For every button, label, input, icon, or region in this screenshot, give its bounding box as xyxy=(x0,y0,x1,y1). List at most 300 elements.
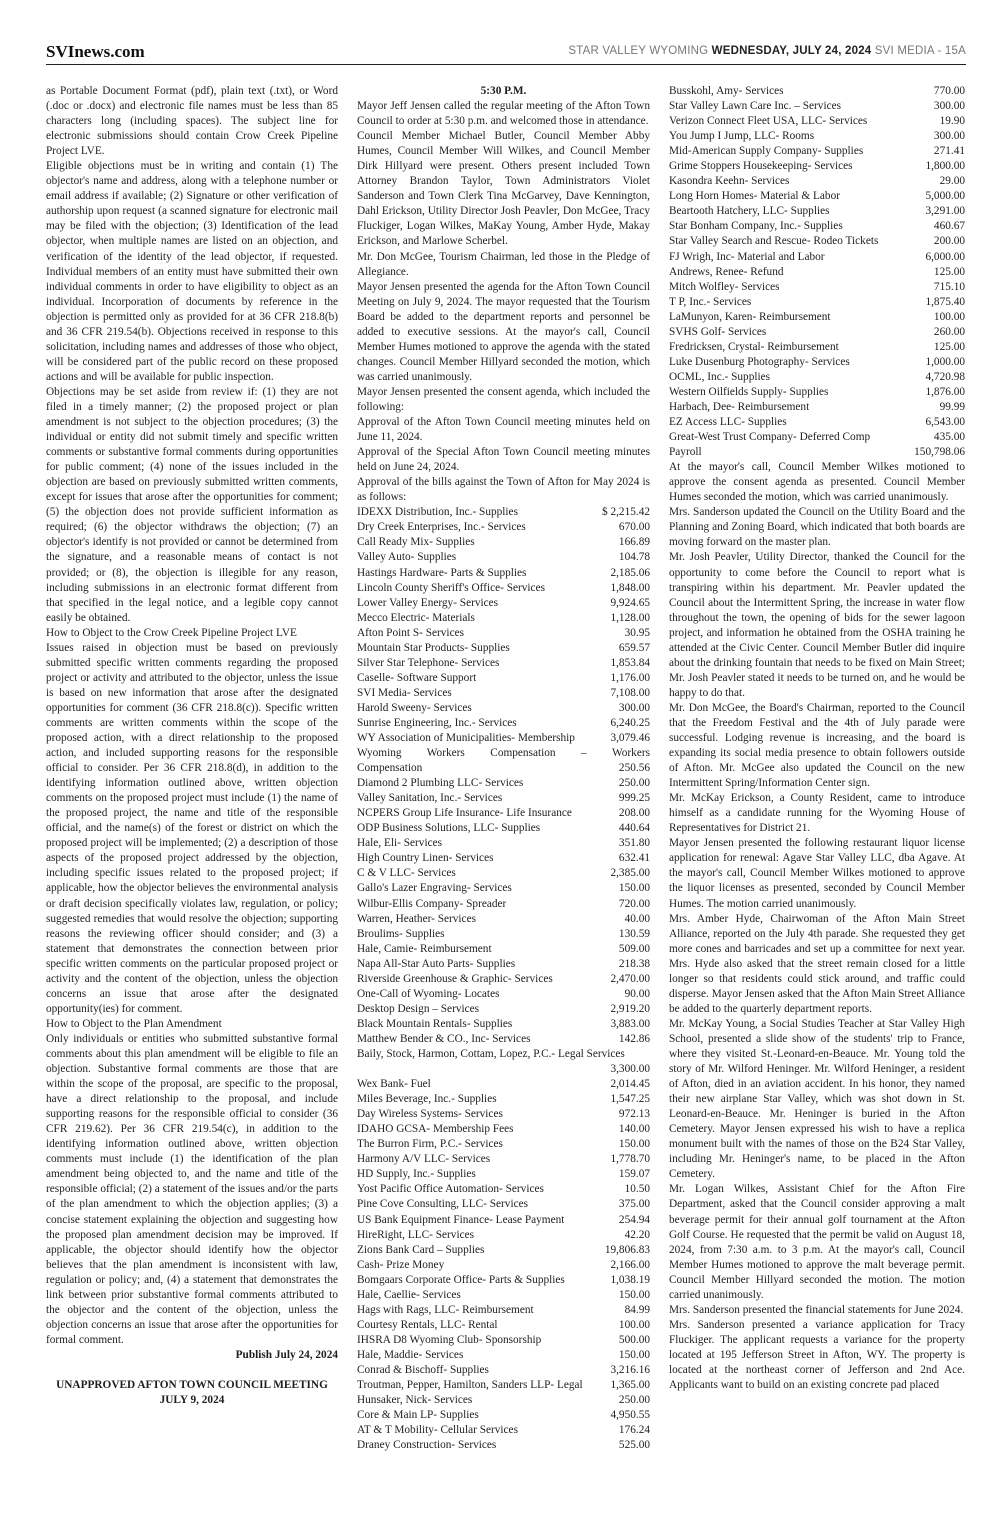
dateline xyxy=(568,45,966,57)
bill-amount: 10.50 xyxy=(624,1183,650,1196)
bill-row xyxy=(357,1363,650,1378)
bill-name: Great-West Trust Company- Deferred Comp xyxy=(669,431,871,444)
bill-row xyxy=(357,912,650,927)
bill-name: FJ Wrigh, Inc- Material and Labor xyxy=(669,250,825,263)
bill-row xyxy=(357,942,650,957)
bill-row xyxy=(357,686,650,701)
bill-amount: 250.00 xyxy=(618,777,650,790)
bill-row xyxy=(357,957,650,972)
col3-paragraph: Mr. Josh Peavler, Utility Director, thanked the Council for the opportunity to come before the Council to report what is transpiring within his department. Mr. Peavler updated the Council about the Intermittent Spring, the increase in water flow throughout the town, the opening of bids for the sewer lagoon project, and information he obtained from the OSHA training he attended at the Civic Center. Council Member Butler did inquire about the drinking fountain that needs to be fixed on Main Street; Mr. Josh Peavler stated it needs to be turned on, and he would be happy to do that. xyxy=(669,551,965,699)
bill-name: Lincoln County Sheriff's Office- Services xyxy=(357,581,545,594)
bill-row xyxy=(357,1333,650,1348)
bill-name: WY Association of Municipalities- Membership xyxy=(357,732,575,745)
col3-paragraph: Mrs. Sanderson updated the Council on the Utility Board and the Planning and Zoning Board, which indicated that both boards are moving forward on the master plan. xyxy=(669,506,965,549)
col3-paragraph: Mrs. Sanderson presented the financial statements for June 2024. xyxy=(669,1303,964,1316)
bill-row xyxy=(357,596,650,611)
bill-row xyxy=(357,1032,650,1047)
bill-name: Star Bonham Company, Inc.- Supplies xyxy=(669,220,843,233)
col2-paragraph: Council Member Michael Butler, Council Member Abby Humes, Council Member Will Wilkes, and Council Member Dirk Hillyard were present. Others present included Town Attorney Brandon Taylor, Town Administrators Violet Sanderson and Town Clerk Tina McGarvey, Dave Kennington, Dahl Erickson, Utility Director Josh Peavler, Don McGee, Tracy Fluckiger, Logan Wilkes, MaKay Young, Amber Hyde, Makay Erickson, and Marlowe Scherbel. xyxy=(357,130,650,248)
bill-amount: 125.00 xyxy=(933,340,965,353)
bill-name: Harold Sweeny- Services xyxy=(357,701,472,714)
bill-name: One-Call of Wyoming- Locates xyxy=(357,987,500,1000)
bill-amount: 19,806.83 xyxy=(604,1243,650,1256)
bill-row xyxy=(357,821,650,836)
bill-amount: 42.20 xyxy=(624,1228,650,1241)
bill-amount: 632.41 xyxy=(618,852,650,865)
bill-name: Compensation xyxy=(357,762,423,775)
bill-row xyxy=(669,445,965,460)
bills-list-b xyxy=(357,761,650,1047)
bill-amount: 1,128.00 xyxy=(610,611,650,624)
bill-amount: 40.00 xyxy=(624,912,650,925)
bill-name-wrapped: Baily, Stock, Harmon, Cottam, Lopez, P.C.- Legal Services xyxy=(357,1048,625,1060)
bill-amount: 130.59 xyxy=(618,927,650,940)
bill-amount: 30.95 xyxy=(624,626,650,639)
bill-amount: 2,185.06 xyxy=(610,566,650,579)
bill-name: ODP Business Solutions, LLC- Supplies xyxy=(357,822,541,835)
bill-name: Conrad & Bischoff- Supplies xyxy=(357,1363,489,1376)
bill-amount: 440.64 xyxy=(618,822,650,835)
bill-name: Western Oilfields Supply- Supplies xyxy=(669,385,829,398)
bill-name: Sunrise Engineering, Inc.- Services xyxy=(357,716,517,729)
bill-row xyxy=(357,851,650,866)
bill-name: Dry Creek Enterprises, Inc.- Services xyxy=(357,521,526,534)
bill-name: IHSRA D8 Wyoming Club- Sponsorship xyxy=(357,1333,542,1346)
bill-row xyxy=(357,1167,650,1182)
bills-list-d xyxy=(669,84,965,460)
bill-name: Afton Point S- Services xyxy=(357,626,465,639)
bill-amount: 3,079.46 xyxy=(610,732,650,745)
bill-row xyxy=(357,1438,650,1453)
bill-name: Long Horn Homes- Material & Labor xyxy=(669,190,840,203)
col2-paragraph: Mayor Jensen presented the consent agenda, which included the following: xyxy=(357,385,650,413)
bill-amount: 999.25 xyxy=(618,792,650,805)
bill-amount: 2,166.00 xyxy=(610,1258,650,1271)
site-name: SVInews.com xyxy=(46,42,145,61)
bill-name: T P, Inc.- Services xyxy=(669,295,752,308)
bill-amount: 351.80 xyxy=(618,837,650,850)
bill-amount: 460.67 xyxy=(933,220,965,233)
bill-row xyxy=(357,626,650,641)
bill-name: US Bank Equipment Finance- Lease Payment xyxy=(357,1213,565,1226)
bill-name: Kasondra Keehn- Services xyxy=(669,175,790,188)
bill-row xyxy=(669,430,965,445)
col1-paragraph: Only individuals or entities who submitted substantive formal comments about this plan amendment will be eligible to file an objection. Substantive formal comments are those that are within the scope of the proposal, are specific to the proposal, have a direct relationship to the proposal, and include supporting reasons for the responsible official to consider (36 CFR 219.62). Per 36 CFR 219.54(c), in addition to the identifying information outlined above, written objection comments must include (1) the identification of the plan amendment being objected to, and the name and title of the responsible official; (2) a statement of the issues and/or the parts of the plan amendment to which the objection applies; (3) a concise statement explaining the objection and suggesting how the proposed plan amendment decision may be improved. If applicable, the objector should identify how the objector believes that the plan amendment is inconsistent with law, regulation or policy; and, (4) a statement that demonstrates the link between prior substantive formal comments attributed to the objector and the content of the objection, unless the objection concerns an issue that arose after the opportunities for formal comment. xyxy=(46,1032,338,1346)
bill-name: Mecco Electric- Materials xyxy=(357,611,475,624)
bill-name: NCPERS Group Life Insurance- Life Insurance xyxy=(357,807,572,820)
publish-date: Publish July 24, 2024 xyxy=(235,1348,338,1361)
bill-amount: 3,300.00 xyxy=(610,1063,650,1076)
bill-row xyxy=(357,1137,650,1152)
bill-amount: 509.00 xyxy=(618,942,650,955)
bill-name: Lower Valley Energy- Services xyxy=(357,596,499,609)
bill-amount: 375.00 xyxy=(618,1198,650,1211)
col1-paragraph: Eligible objections must be in writing and contain (1) The objector's name and address, along with a telephone number or email address if available; (2) Signature or other verification of authorship upon request (a scanned signature for electronic mail may be filed with the objection; (3) Identification of the lead objector, when multiple names are listed on an objection, and verification of the identity of the lead objector, if requested. Individual members of an entity must have submitted their own individual comments in order to have eligibility to object as an individual. Incorporation of documents by reference in the objection is permitted only as provided for at 36 CFR 218.8(b) and 36 CFR 219.54(b). Objections received in response to this solicitation, including names and addresses of those who object, will be considered part of the public record on these proposed actions and will be available for public inspection. xyxy=(46,160,338,383)
bill-amount: 3,291.00 xyxy=(925,205,965,218)
col1-paragraph: as Portable Document Format (pdf), plain text (.txt), or Word (.doc or .docx) and electronic file names must be less than 85 characters long (including spaces). The subject line for electronic submissions should contain Crow Creek Pipeline Project LVE. xyxy=(46,85,338,158)
bill-row xyxy=(357,520,650,535)
bill-name: Matthew Bender & CO., Inc- Services xyxy=(357,1032,531,1045)
bill-amount: 150.00 xyxy=(618,1348,650,1361)
bill-amount: 435.00 xyxy=(933,431,965,444)
bill-amount: 1,176.00 xyxy=(610,671,650,684)
bill-name: Desktop Design – Services xyxy=(357,1002,480,1015)
bill-amount: 1,000.00 xyxy=(925,355,965,368)
bill-row xyxy=(357,972,650,987)
bill-name: Beartooth Hatchery, LLC- Supplies xyxy=(669,205,830,218)
bill-amount: 250.56 xyxy=(618,762,650,775)
bill-name: LaMunyon, Karen- Reimbursement xyxy=(669,310,831,323)
bill-amount: 1,875.40 xyxy=(925,295,965,308)
bill-name: Riverside Greenhouse & Graphic- Services xyxy=(357,972,553,985)
bill-amount: 159.07 xyxy=(618,1168,650,1181)
bill-name: Valley Auto- Supplies xyxy=(357,551,457,564)
bill-name: Wex Bank- Fuel xyxy=(357,1078,431,1091)
col2-paragraph: Mayor Jensen presented the agenda for the Afton Town Council Meeting on July 9, 2024. The mayor requested that the Tourism Board be added to the department reports and personnel be added to executive sessions. At the mayor's call, Council Member Humes motioned to approve the agenda with the stated changes. Council Member Hillyard seconded the motion, which was carried unanimously. xyxy=(357,280,650,383)
bill-amount: 125.00 xyxy=(933,265,965,278)
col2-paragraph: Approval of the Afton Town Council meeting minutes held on June 11, 2024. xyxy=(357,416,650,444)
bill-amount: 670.00 xyxy=(618,521,650,534)
bill-name: Call Ready Mix- Supplies xyxy=(357,536,475,549)
bill-row xyxy=(357,1408,650,1423)
col3-paragraph: Mrs. Amber Hyde, Chairwoman of the Afton Main Street Alliance, reported on the July 4th parade. She requested they get more cones and barricades and set up a committee for next year. Mrs. Hyde also asked that the street remain closed for a little longer so that residents could stick around, and traffic could disperse. Mayor Jensen asked that the Afton Main Street Alliance be added to the quarterly department reports. xyxy=(669,912,965,1015)
bill-name: Pine Cove Consulting, LLC- Services xyxy=(357,1198,529,1211)
bill-amount: 150,798.06 xyxy=(914,446,965,459)
bill-amount: 300.00 xyxy=(618,701,650,714)
bill-amount: 100.00 xyxy=(618,1318,650,1331)
col3-paragraph: Mr. Logan Wilkes, Assistant Chief for the Afton Fire Department, asked that the Council consider approving a malt beverage permit for their annual golf tournament at the Afton Golf Course. He requested that the permit be valid on August 18, 2024, from 7:30 a.m. to 3 p.m. At the mayor's call, Council Member Humes motioned to approve the malt beverage permit. Council Member Hillyard seconded the motion. The motion carried unanimously. xyxy=(669,1183,965,1301)
bill-name: Napa All-Star Auto Parts- Supplies xyxy=(357,957,516,970)
bill-row xyxy=(357,641,650,656)
bill-name: Gallo's Lazer Engraving- Services xyxy=(357,882,512,895)
bill-row xyxy=(669,159,965,174)
bill-row xyxy=(357,897,650,912)
bill-amount: 972.13 xyxy=(618,1108,650,1121)
bill-amount: 90.00 xyxy=(624,987,650,1000)
col2-paragraph: Approval of the Special Afton Town Council meeting minutes held on June 24, 2024. xyxy=(357,446,650,474)
bill-row xyxy=(669,355,965,370)
col3-paragraph: Mr. McKay Young, a Social Studies Teacher at Star Valley High School, presented a slide show of the students' trip to France, where they visited St.-Leonard-en-Beauce. Mr. Young told the story of Mr. Wilford Heninger. Mr. Wilford Heninger, a resident of Afton, died in an aviation accident. In his honor, they named their new airplane Star Valley, which was shot down in St. Leonard-en-Beauce. Mr. Heninger is buried in the Afton Cemetery. Mayor Jensen expressed his wish to have a replica monument built with the names of those on the B24 Star Valley, including Mr. Heninger's name, to be placed in the Afton Cemetery. xyxy=(669,1017,965,1181)
bill-row xyxy=(357,535,650,550)
bill-row xyxy=(669,400,965,415)
col1-subheading: How to Object to the Plan Amendment xyxy=(46,1017,222,1030)
bill-row xyxy=(357,1182,650,1197)
bill-row xyxy=(669,189,965,204)
bill-row xyxy=(357,1318,650,1333)
bill-name: IDAHO GCSA- Membership Fees xyxy=(357,1123,514,1136)
bill-row xyxy=(357,1002,650,1017)
bill-amount: 150.00 xyxy=(618,882,650,895)
col3-paragraph: Mr. McKay Erickson, a County Resident, came to introduce himself as a candidate running for the Wyoming House of Representatives for District 21. xyxy=(669,792,965,835)
bill-row xyxy=(669,114,965,129)
bill-name: Hale, Caellie- Services xyxy=(357,1288,461,1301)
bill-name: Star Valley Search and Rescue- Rodeo Tickets xyxy=(669,235,879,248)
bill-row xyxy=(669,219,965,234)
bill-amount: 140.00 xyxy=(618,1123,650,1136)
col3-paragraph: Mr. Don McGee, the Board's Chairman, reported to the Council that the Freedom Festival and the 4th of July parade were successful. Lodging revenue is increasing, and the board is expanding its social media presence to obtain followers outside of Afton. Mr. McGee also updated the Council on the new Intermittent Spring/Information Center sign. xyxy=(669,701,965,790)
bill-name: Courtesy Rentals, LLC- Rental xyxy=(357,1318,498,1331)
bill-amount: 525.00 xyxy=(618,1439,650,1452)
col3-paragraph: At the mayor's call, Council Member Wilkes motioned to approve the consent agenda as presented. Council Member Humes seconded the motion, which was carried unanimously. xyxy=(669,461,965,504)
bill-amount: 104.78 xyxy=(618,551,650,564)
bill-amount: 5,000.00 xyxy=(925,190,965,203)
bill-name: Mid-American Supply Company- Supplies xyxy=(669,145,864,158)
bill-name: High Country Linen- Services xyxy=(357,852,494,865)
bill-row xyxy=(669,250,965,265)
bill-name: Core & Main LP- Supplies xyxy=(357,1409,479,1422)
bill-amount: 200.00 xyxy=(933,235,965,248)
bill-row xyxy=(669,129,965,144)
bill-amount: 9,924.65 xyxy=(610,596,650,609)
bill-amount: 99.99 xyxy=(939,400,965,413)
bill-name: IDEXX Distribution, Inc.- Supplies xyxy=(357,506,518,519)
bill-row xyxy=(357,716,650,731)
bill-amount: 6,240.25 xyxy=(610,716,650,729)
bill-amount: 2,470.00 xyxy=(610,972,650,985)
bill-amount: 2,014.45 xyxy=(610,1078,650,1091)
bill-amount: 260.00 xyxy=(933,325,965,338)
bill-row xyxy=(669,99,965,114)
bill-name: Harmony A/V LLC- Services xyxy=(357,1153,491,1166)
bill-name: AT & T Mobility- Cellular Services xyxy=(357,1424,518,1437)
bill-amount: 720.00 xyxy=(618,897,650,910)
col3-paragraph: Mrs. Sanderson presented a variance application for Tracy Fluckiger. The applicant requests a variance for the property located at 195 Jefferson Street in Afton, WY. The property is located at the northeast corner of Jefferson and 2nd Ace. Applicants want to build on an existing concrete pad placed xyxy=(669,1318,965,1392)
bill-name: Caselle- Software Support xyxy=(357,671,477,684)
col2-paragraph: Mayor Jeff Jensen called the regular meeting of the Afton Town Council to order at 5:30 p.m. and welcomed those in attendance. xyxy=(357,100,650,128)
bill-name: HireRight, LLC- Services xyxy=(357,1228,475,1241)
dateline-date: WEDNESDAY, JULY 24, 2024 xyxy=(711,45,872,57)
bill-name-wrapped: Wyoming Workers Compensation – Workers xyxy=(357,747,650,760)
bill-amount: 4,950.55 xyxy=(610,1409,650,1422)
bill-amount: 176.24 xyxy=(618,1424,650,1437)
bill-name: Fredricksen, Crystal- Reimbursement xyxy=(669,340,839,353)
bill-row xyxy=(357,1107,650,1122)
bill-row xyxy=(357,866,650,881)
bill-row xyxy=(357,1017,650,1032)
bill-name: Miles Beverage, Inc.- Supplies xyxy=(357,1093,497,1106)
bill-name: Bomgaars Corporate Office- Parts & Supplies xyxy=(357,1273,565,1286)
bill-name: Zions Bank Card – Supplies xyxy=(357,1243,485,1256)
bill-amount: 7,108.00 xyxy=(610,686,650,699)
bill-row xyxy=(357,611,650,626)
bill-name: Hale, Camie- Reimbursement xyxy=(357,942,492,955)
bill-amount: 218.38 xyxy=(618,957,650,970)
bill-amount: 1,800.00 xyxy=(925,160,965,173)
bill-row xyxy=(357,1122,650,1137)
bill-amount: 6,543.00 xyxy=(925,416,965,429)
bill-row xyxy=(669,204,965,219)
bill-name: Busskohl, Amy- Services xyxy=(669,85,784,97)
bill-row xyxy=(357,505,650,520)
col1-subheading: How to Object to the Crow Creek Pipeline Project LVE xyxy=(46,626,297,639)
bill-amount: 659.57 xyxy=(618,641,650,654)
bill-row xyxy=(357,1303,650,1318)
bill-amount: 1,547.25 xyxy=(610,1093,650,1106)
bill-name: SVI Media- Services xyxy=(357,686,452,699)
bill-row xyxy=(669,415,965,430)
bill-row xyxy=(357,1423,650,1438)
bill-amount: 1,848.00 xyxy=(610,581,650,594)
bill-amount: 2,385.00 xyxy=(610,867,650,880)
bill-name: Warren, Heather- Services xyxy=(357,912,476,925)
column-1 xyxy=(46,84,338,1408)
bill-row xyxy=(669,370,965,385)
col1-paragraph: Issues raised in objection must be based on previously submitted specific written comments regarding the proposed project or activity and attributed to the objector, unless the issue is based on new information that arose after the designated opportunities for comment (36 CFR 218.8(c)). Specific written comments are written comments within the scope of the proposed action, with a direct relationship to the proposed action, and included supporting reasons for the responsible official to consider. Per 36 CFR 218.8(d), in addition to the identifying information outlined above, written objection comments on the proposed project must include (1) the name of the proposed project, the name and title of the responsible official, and the name(s) of the forest or district on which the proposed project will be implemented; (2) a description of those aspects of the proposed project addressed by the objection, including specific issues related to the proposed project; if applicable, how the objector believes the environmental analysis or draft decision specifically violates law, regulation, or policy; suggested remedies that would resolve the objection; supporting reasons the reviewing officer should consider; and (3) a statement that demonstrates the connection between prior specific written comments on the particular proposed project or activity and the content of the objection, unless the objection concerns an issue that arose after the designated opportunity(ies) for comment. xyxy=(46,641,338,1015)
bill-amount: 250.00 xyxy=(618,1394,650,1407)
bill-amount: 3,216.16 xyxy=(610,1363,650,1376)
bill-amount: 715.10 xyxy=(933,280,965,293)
bill-row xyxy=(357,566,650,581)
bill-name: Harbach, Dee- Reimbursement xyxy=(669,400,810,413)
bill-amount: 3,883.00 xyxy=(610,1017,650,1030)
bill-amount: 150.00 xyxy=(618,1288,650,1301)
bill-amount: 4,720.98 xyxy=(925,370,965,383)
bill-name: OCML, Inc.- Supplies xyxy=(669,370,771,383)
dateline-page: SVI MEDIA - 15A xyxy=(874,45,966,57)
bill-row xyxy=(357,776,650,791)
bill-row xyxy=(669,340,965,355)
bill-amount: 208.00 xyxy=(618,807,650,820)
bill-name: Hunsaker, Nick- Services xyxy=(357,1394,473,1407)
bill-name: Troutman, Pepper, Hamilton, Sanders LLP- Legal xyxy=(357,1379,583,1392)
bill-row xyxy=(357,1152,650,1167)
bill-row xyxy=(669,84,965,99)
bill-name: Yost Pacific Office Automation- Services xyxy=(357,1183,544,1196)
bill-name: Silver Star Telephone- Services xyxy=(357,656,500,669)
bill-amount: 1,876.00 xyxy=(925,385,965,398)
bill-row xyxy=(357,701,650,716)
bill-row xyxy=(669,174,965,189)
page-header xyxy=(46,40,966,65)
bill-amount: $ 2,215.42 xyxy=(601,506,650,519)
bill-name: Mitch Wolfley- Services xyxy=(669,280,780,293)
bill-name: Cash- Prize Money xyxy=(357,1258,445,1271)
bill-row xyxy=(357,791,650,806)
bill-name: Draney Construction- Services xyxy=(357,1439,497,1452)
bill-amount: 2,919.20 xyxy=(610,1002,650,1015)
bill-amount: 100.00 xyxy=(933,310,965,323)
bill-row xyxy=(357,1273,650,1288)
bill-name: You Jump I Jump, LLC- Rooms xyxy=(669,130,815,143)
bill-amount: 1,853.84 xyxy=(610,656,650,669)
bill-row xyxy=(357,806,650,821)
bill-row xyxy=(357,1228,650,1243)
bill-name: Diamond 2 Plumbing LLC- Services xyxy=(357,777,524,790)
bill-row xyxy=(357,761,650,776)
bill-amount: 1,038.19 xyxy=(610,1273,650,1286)
bill-name: SVHS Golf- Services xyxy=(669,325,767,338)
meeting-time: 5:30 P.M. xyxy=(480,85,527,97)
col2-paragraph: Approval of the bills against the Town of Afton for May 2024 is as follows: xyxy=(357,476,650,504)
col2-paragraph: Mr. Don McGee, Tourism Chairman, led those in the Pledge of Allegiance. xyxy=(357,250,650,278)
bill-name: Hale, Maddie- Services xyxy=(357,1348,464,1361)
bill-name: Black Mountain Rentals- Supplies xyxy=(357,1017,513,1030)
bill-amount: 300.00 xyxy=(933,100,965,113)
col3-paragraph: Mayor Jensen presented the following restaurant liquor license application for renewal: Agave Star Valley LLC, dba Agave. At the mayor's call, Council Member Wilkes motioned to approve the liquor licenses as presented, seconded by Council Member Humes. The motion carried unanimously. xyxy=(669,837,965,910)
bill-row xyxy=(669,295,965,310)
bill-name: Wilbur-Ellis Company- Spreader xyxy=(357,897,507,910)
bill-amount: 29.00 xyxy=(939,175,965,188)
bill-row xyxy=(357,731,650,746)
bill-row xyxy=(357,987,650,1002)
bill-row xyxy=(669,385,965,400)
dateline-location: STAR VALLEY WYOMING xyxy=(568,45,709,57)
bill-name: Valley Sanitation, Inc.- Services xyxy=(357,792,503,805)
bill-name: Payroll xyxy=(669,446,702,459)
bill-row xyxy=(357,1077,650,1092)
bill-row xyxy=(669,265,965,280)
bill-row xyxy=(357,550,650,565)
bill-row xyxy=(357,927,650,942)
bill-row xyxy=(357,1197,650,1212)
column-2 xyxy=(357,84,650,1453)
bill-row xyxy=(357,656,650,671)
bill-amount: 300.00 xyxy=(933,130,965,143)
bill-amount: 254.94 xyxy=(618,1213,650,1226)
bill-amount: 1,365.00 xyxy=(610,1379,650,1392)
bill-name: Andrews, Renee- Refund xyxy=(669,265,784,278)
bill-name: EZ Access LLC- Supplies xyxy=(669,416,787,429)
bill-amount: 500.00 xyxy=(618,1333,650,1346)
bill-amount: 84.99 xyxy=(624,1303,650,1316)
meeting-heading: UNAPPROVED AFTON TOWN COUNCIL MEETING JULY 9, 2024 xyxy=(56,1378,328,1407)
bill-row xyxy=(357,1092,650,1107)
column-3 xyxy=(669,84,965,1393)
bill-amount: 770.00 xyxy=(933,85,965,97)
bill-amount: 19.90 xyxy=(939,115,965,128)
bill-row xyxy=(669,325,965,340)
bill-name: C & V LLC- Services xyxy=(357,867,456,880)
bill-amount: 150.00 xyxy=(618,1138,650,1151)
bill-row xyxy=(357,581,650,596)
bill-row xyxy=(357,881,650,896)
bill-row xyxy=(357,1378,650,1393)
bill-name: HD Supply, Inc.- Supplies xyxy=(357,1168,476,1181)
bill-name: Luke Dusenburg Photography- Services xyxy=(669,355,850,368)
bill-amount: 1,778.70 xyxy=(610,1153,650,1166)
bill-name: Hastings Hardware- Parts & Supplies xyxy=(357,566,527,579)
bill-name: Mountain Star Products- Supplies xyxy=(357,641,510,654)
bill-row xyxy=(669,144,965,159)
bills-list-c xyxy=(357,1077,650,1453)
bill-row xyxy=(357,1213,650,1228)
bill-row xyxy=(669,310,965,325)
bill-name: Grime Stoppers Housekeeping- Services xyxy=(669,160,853,173)
bill-name: Hags with Rags, LLC- Reimbursement xyxy=(357,1303,534,1316)
bills-list-a xyxy=(357,505,650,746)
bill-row xyxy=(357,1258,650,1273)
bill-name: Hale, Eli- Services xyxy=(357,837,443,850)
bill-row xyxy=(357,1393,650,1408)
bill-row xyxy=(669,280,965,295)
bill-row xyxy=(669,234,965,249)
bill-name: Verizon Connect Fleet USA, LLC- Services xyxy=(669,115,868,128)
bill-name: Broulims- Supplies xyxy=(357,927,445,940)
bill-row xyxy=(357,1243,650,1258)
col1-paragraph: Objections may be set aside from review if: (1) they are not filed in a timely manner; (2) the proposed project or plan amendment is not subject to the objection procedures; (3) the individual or entity did not submit timely and specific written comments or substantive formal comments during opportunities for public comment; (4) none of the issues included in the objection are based on previously submitted written comments, except for issues that arose after the opportunities for comment; (5) the objection does not provide sufficient information as required; (6) the objector withdraws the objection; (7) an objector's identify is not provided or cannot be determined from the signature, and a reasonable means of contact is not provided; or (8), the objection is illegible for any reason, including submissions in an electronic format different from that specified in the legal notice, and a legible copy cannot easily be obtained. xyxy=(46,385,338,624)
bill-amount: 271.41 xyxy=(933,145,965,158)
bill-amount: 142.86 xyxy=(618,1032,650,1045)
bill-amount: 166.89 xyxy=(618,536,650,549)
bill-row xyxy=(357,1348,650,1363)
bill-row xyxy=(357,1288,650,1303)
bill-name: Star Valley Lawn Care Inc. – Services xyxy=(669,100,842,113)
bill-row xyxy=(357,836,650,851)
bill-name: The Burron Firm, P.C.- Services xyxy=(357,1138,503,1151)
bill-amount: 6,000.00 xyxy=(925,250,965,263)
bill-name: Day Wireless Systems- Services xyxy=(357,1108,503,1121)
bill-row xyxy=(357,671,650,686)
